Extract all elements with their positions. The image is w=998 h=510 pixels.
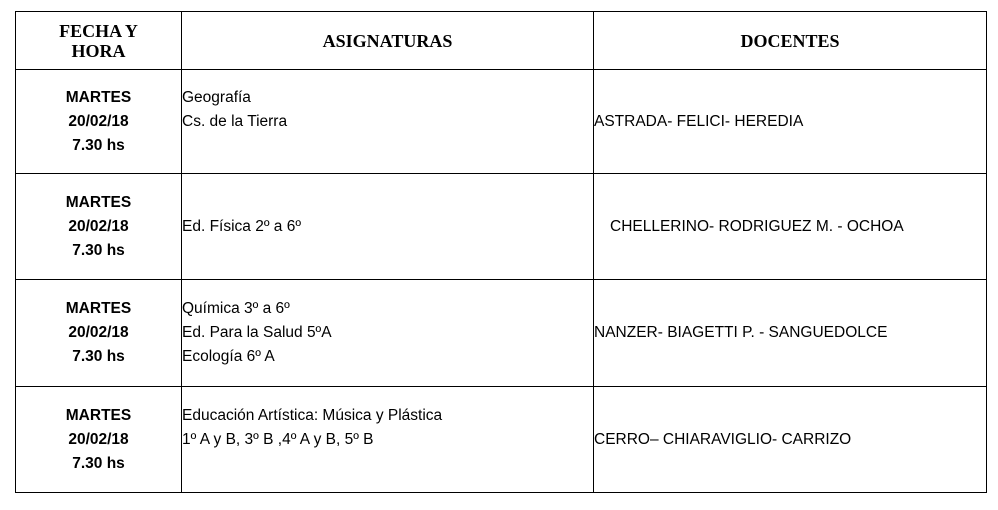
exam-schedule-table — [15, 11, 987, 493]
header-asignaturas: ASIGNATURAS — [182, 12, 594, 70]
fecha-cell — [16, 280, 182, 387]
table-row — [16, 70, 987, 174]
asignatura-line: Geografía — [182, 88, 251, 106]
fecha-time: 7.30 hs — [72, 348, 125, 365]
fecha-day: MARTES — [65, 406, 132, 424]
header-docentes: DOCENTES — [594, 12, 987, 70]
fecha-cell — [16, 70, 182, 174]
header-fecha-hora — [16, 12, 182, 70]
fecha-date: 20/02/18 — [68, 112, 129, 130]
fecha-date: 20/02/18 — [68, 430, 129, 448]
docentes-cell: ASTRADA- FELICI- HEREDIA — [594, 70, 987, 174]
asignatura-line: Cs. de la Tierra — [182, 112, 288, 130]
asignaturas-cell — [182, 387, 594, 493]
header-fecha-line1: FECHA Y — [59, 20, 138, 41]
asignatura-line: 1º A y B, 3º B ,4º A y B, 5º B — [182, 430, 374, 448]
asignaturas-cell — [182, 174, 594, 280]
fecha-day: MARTES — [65, 88, 132, 106]
table-row — [16, 387, 987, 493]
asignaturas-cell — [182, 70, 594, 174]
table-row — [16, 280, 987, 387]
docentes-cell: NANZER- BIAGETTI P. - SANGUEDOLCE — [594, 280, 987, 387]
fecha-time: 7.30 hs — [72, 241, 125, 259]
fecha-day: MARTES — [65, 193, 132, 211]
fecha-time: 7.30 hs — [72, 454, 125, 472]
asignatura-line: Educación Artística: Música y Plástica — [182, 406, 443, 424]
asignaturas-cell — [182, 280, 594, 387]
fecha-date: 20/02/18 — [68, 324, 129, 341]
fecha-cell — [16, 387, 182, 493]
fecha-date: 20/02/18 — [68, 217, 129, 235]
asignatura-line: Ecología 6º A — [182, 348, 275, 365]
header-fecha-line2: HORA — [71, 40, 126, 61]
table-row — [16, 174, 987, 280]
docentes-cell: CERRO– CHIARAVIGLIO- CARRIZO — [594, 387, 987, 493]
asignatura-line: Ed. Para la Salud 5ºA — [182, 324, 332, 341]
table-header-row — [16, 12, 987, 70]
fecha-time: 7.30 hs — [72, 136, 125, 154]
docentes-cell: CHELLERINO- RODRIGUEZ M. - OCHOA — [594, 174, 987, 280]
fecha-cell — [16, 174, 182, 280]
fecha-day: MARTES — [65, 300, 132, 317]
asignatura-line: Química 3º a 6º — [182, 300, 290, 317]
asignatura-line: Ed. Física 2º a 6º — [182, 217, 302, 235]
